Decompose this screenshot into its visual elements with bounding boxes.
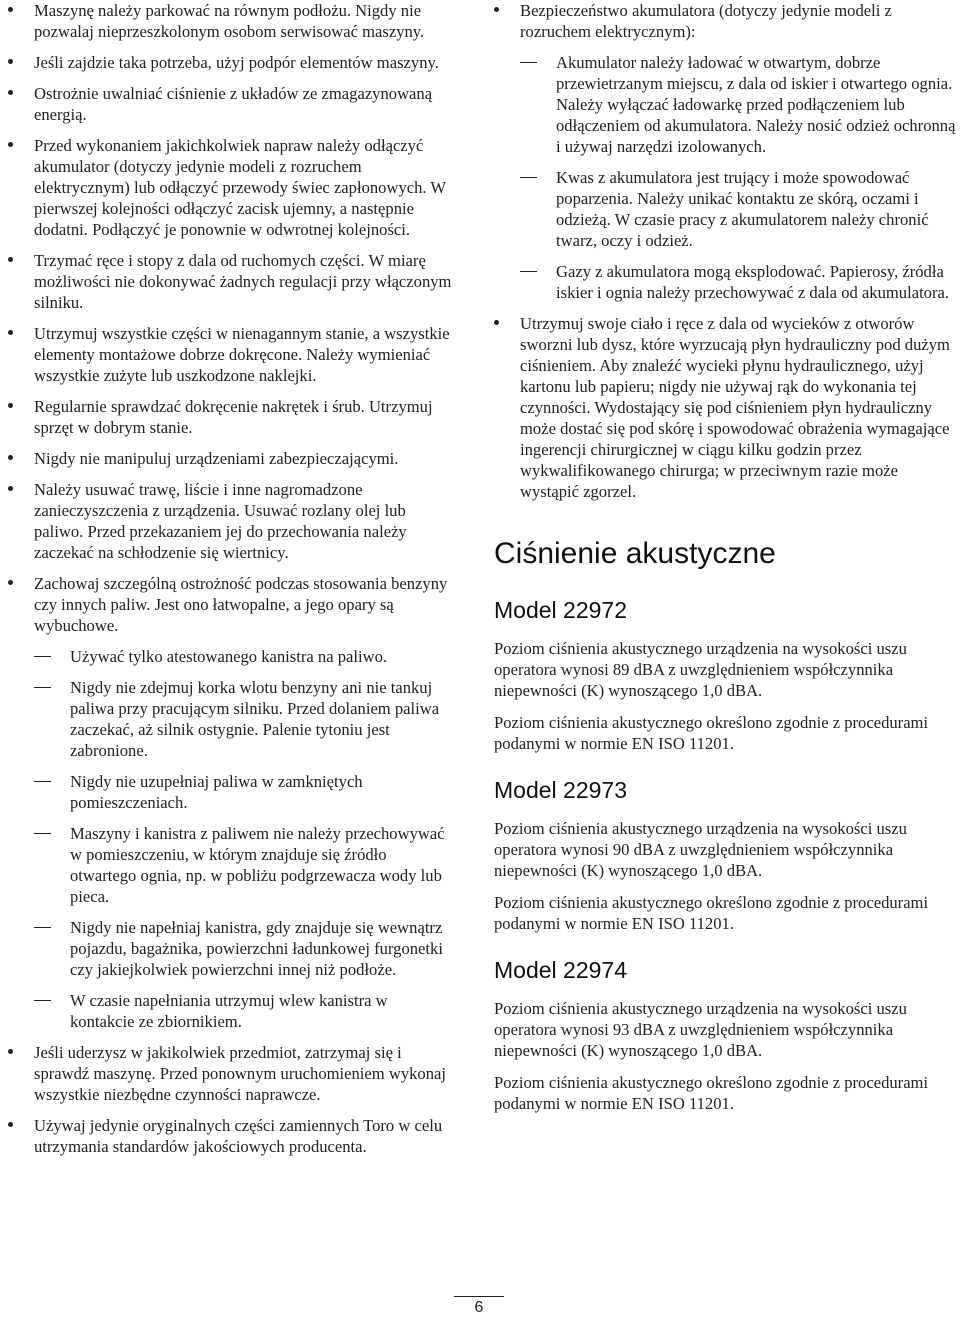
list-item	[494, 0, 960, 303]
list-item-text: Używaj jedynie oryginalnych części zamiennych Toro w celu utrzymania standardów jakościowych producenta.	[34, 1116, 443, 1156]
sublist-item	[34, 771, 456, 813]
dash-icon	[34, 833, 51, 834]
model-paragraph: Poziom ciśnienia akustycznego określono zgodnie z procedurami podanymi w normie EN ISO 11201.	[494, 1073, 929, 1113]
list-item	[8, 52, 456, 73]
sublist-item-text: Używać tylko atestowanego kanistra na paliwo.	[70, 647, 388, 666]
model-block	[494, 956, 960, 1114]
list-item-text: Regularnie sprawdzać dokręcenie nakrętek i śrub. Utrzymuj sprzęt w dobrym stanie.	[34, 397, 433, 437]
bullet-icon	[494, 320, 499, 325]
list-item	[8, 479, 456, 563]
sublist-item	[520, 167, 960, 251]
list-item-text: Przed wykonaniem jakichkolwiek napraw należy odłączyć akumulator (dotyczy jedynie modeli z rozruchem elektrycznym) lub odłączyć przewody świec zapłonowych. W pierwszej kolejności odłączyć zacisk ujemny, a następnie dodatni. Podłączyć je ponownie w odwrotnej kolejności.	[34, 136, 446, 239]
dash-icon	[34, 687, 51, 688]
model-title: Model 22972	[494, 597, 627, 623]
bullet-icon	[8, 7, 13, 12]
sublist-item-text: Maszyny i kanistra z paliwem nie należy przechowywać w pomieszczeniu, w którym znajduje się źródło otwartego ognia, np. w pobliżu podgrzewacza wody lub pieca.	[70, 824, 445, 906]
list-item	[494, 313, 960, 502]
dash-sublist	[34, 646, 456, 1032]
safety-bullet-list	[8, 0, 456, 1157]
model-paragraph: Poziom ciśnienia akustycznego urządzenia na wysokości uszu operatora wynosi 89 dBA z uwzględnieniem współczynnika niepewności (K) wynoszącego 1,0 dBA.	[494, 639, 907, 700]
model-paragraph: Poziom ciśnienia akustycznego określono zgodnie z procedurami podanymi w normie EN ISO 11201.	[494, 893, 929, 933]
list-item-text: Maszynę należy parkować na równym podłożu. Nigdy nie pozwalaj nieprzeszkolonym osobom serwisować maszyny.	[34, 1, 425, 41]
left-column	[8, 0, 456, 1167]
list-item-text: Jeśli zajdzie taka potrzeba, użyj podpór elementów maszyny.	[34, 53, 439, 72]
dash-icon	[34, 1000, 51, 1001]
list-item	[8, 1115, 456, 1157]
sublist-item-text: Nigdy nie napełniaj kanistra, gdy znajduje się wewnątrz pojazdu, bagażnika, powierzchni ładunkowej furgonetki czy jakiejkolwiek powierzchni innej niż podłoże.	[70, 918, 443, 979]
model-paragraph: Poziom ciśnienia akustycznego urządzenia na wysokości uszu operatora wynosi 93 dBA z uwzględnieniem współczynnika niepewności (K) wynoszącego 1,0 dBA.	[494, 999, 907, 1060]
sublist-item	[34, 823, 456, 907]
model-block	[494, 596, 960, 754]
list-item	[8, 1042, 456, 1105]
models-section	[494, 596, 960, 1114]
sublist-item	[34, 646, 456, 667]
sublist-item-text: W czasie napełniania utrzymuj wlew kanistra w kontakcie ze zbiornikiem.	[70, 991, 388, 1031]
list-item-text: Ostrożnie uwalniać ciśnienie z układów ze zmagazynowaną energią.	[34, 84, 433, 124]
dash-icon	[34, 927, 51, 928]
sublist-item-text: Akumulator należy ładować w otwartym, dobrze przewietrzanym miejscu, z dala od iskier i otwartego ognia. Należy wyłączać ładowarkę przed podłączeniem lub odłączeniem od akumulatora. Należy nosić odzież ochronną i używaj narzędzi izolowanych.	[556, 53, 956, 156]
model-title: Model 22974	[494, 957, 627, 983]
list-item-text: Należy usuwać trawę, liście i inne nagromadzone zanieczyszczenia z urządzenia. Usuwać rozlany olej lub paliwo. Przed przekazaniem jej do przechowania należy zaczekać na schłodzenie się wiertnicy.	[34, 480, 407, 562]
bullet-icon	[8, 580, 13, 585]
list-item	[8, 448, 456, 469]
list-item	[8, 83, 456, 125]
list-item	[8, 396, 456, 438]
sublist-item	[520, 261, 960, 303]
list-item-text: Jeśli uderzysz w jakikolwiek przedmiot, zatrzymaj się i sprawdź maszynę. Przed ponownym uruchomieniem wykonaj wszystkie niezbędne czynności naprawcze.	[34, 1043, 446, 1104]
list-item-text: Utrzymuj swoje ciało i ręce z dala od wycieków z otworów sworzni lub dysz, które wyrzucają płyn hydrauliczny pod dużym ciśnieniem. Aby znaleźć wycieki płynu hydraulicznego, użyj kartonu lub papieru; nigdy nie używaj rąk do wykonania tej czynności. Wydostający się pod ciśnieniem płyn hydrauliczny może dostać się pod skórę i spowodować obrażenia wymagające ingerencji chirurgicznej w ciągu kilku godzin przez wykwalifikowanego chirurga; w przeciwnym razie może wystąpić zgorzel.	[520, 314, 950, 501]
sublist-item	[34, 677, 456, 761]
bullet-icon	[8, 455, 13, 460]
list-item-text: Bezpieczeństwo akumulatora (dotyczy jedynie modeli z rozruchem elektrycznym):	[520, 1, 892, 41]
model-block	[494, 776, 960, 934]
bullet-icon	[8, 90, 13, 95]
bullet-icon	[494, 7, 499, 12]
bullet-icon	[8, 1049, 13, 1054]
list-item-text: Utrzymuj wszystkie części w nienagannym stanie, a wszystkie elementy montażowe dobrze dokręcone. Należy wymieniać wszystkie zużyte lub uszkodzone naklejki.	[34, 324, 450, 385]
model-paragraph: Poziom ciśnienia akustycznego urządzenia na wysokości uszu operatora wynosi 90 dBA z uwzględnieniem współczynnika niepewności (K) wynoszącego 1,0 dBA.	[494, 819, 907, 880]
sublist-item-text: Nigdy nie uzupełniaj paliwa w zamkniętych pomieszczeniach.	[70, 772, 363, 812]
sublist-item-text: Nigdy nie zdejmuj korka wlotu benzyny ani nie tankuj paliwa przy pracującym silniku. Przed dolaniem paliwa zaczekać, aż silnik ostygnie. Palenie tytoniu jest zabronione.	[70, 678, 440, 760]
list-item	[8, 250, 456, 313]
list-item	[8, 573, 456, 1032]
sublist-item	[34, 990, 456, 1032]
list-item	[8, 0, 456, 42]
list-item	[8, 323, 456, 386]
model-title: Model 22973	[494, 777, 627, 803]
dash-icon	[34, 656, 51, 657]
list-item-text: Trzymać ręce i stopy z dala od ruchomych części. W miarę możliwości nie dokonywać żadnych regulacji przy włączonym silniku.	[34, 251, 452, 312]
sublist-item-text: Kwas z akumulatora jest trujący i może spowodować poparzenia. Należy unikać kontaktu ze skórą, oczami i odzieżą. W czasie pracy z akumulatorem należy chronić twarz, oczy i odzież.	[556, 168, 929, 250]
dash-icon	[520, 271, 537, 272]
dash-icon	[520, 177, 537, 178]
bullet-icon	[8, 486, 13, 491]
sublist-item	[34, 917, 456, 980]
page-number: 6	[454, 1296, 504, 1317]
bullet-icon	[8, 1122, 13, 1127]
bullet-icon	[8, 59, 13, 64]
list-item-text: Zachowaj szczególną ostrożność podczas stosowania benzyny czy innych paliw. Jest ono łatwopalne, a jego opary są wybuchowe.	[34, 574, 448, 635]
dash-icon	[520, 62, 537, 63]
right-column	[494, 0, 960, 1136]
bullet-icon	[8, 142, 13, 147]
bullet-icon	[8, 257, 13, 262]
section-title: Ciśnienie akustyczne	[494, 537, 776, 570]
sublist-item	[520, 52, 960, 157]
dash-icon	[34, 781, 51, 782]
sublist-item-text: Gazy z akumulatora mogą eksplodować. Papierosy, źródła iskier i ognia należy przechowywać z dala od akumulatora.	[556, 262, 950, 302]
battery-bullet-list	[494, 0, 960, 502]
bullet-icon	[8, 403, 13, 408]
model-paragraph: Poziom ciśnienia akustycznego określono zgodnie z procedurami podanymi w normie EN ISO 11201.	[494, 713, 929, 753]
list-item-text: Nigdy nie manipuluj urządzeniami zabezpieczającymi.	[34, 449, 399, 468]
bullet-icon	[8, 330, 13, 335]
list-item	[8, 135, 456, 240]
dash-sublist	[520, 52, 960, 303]
